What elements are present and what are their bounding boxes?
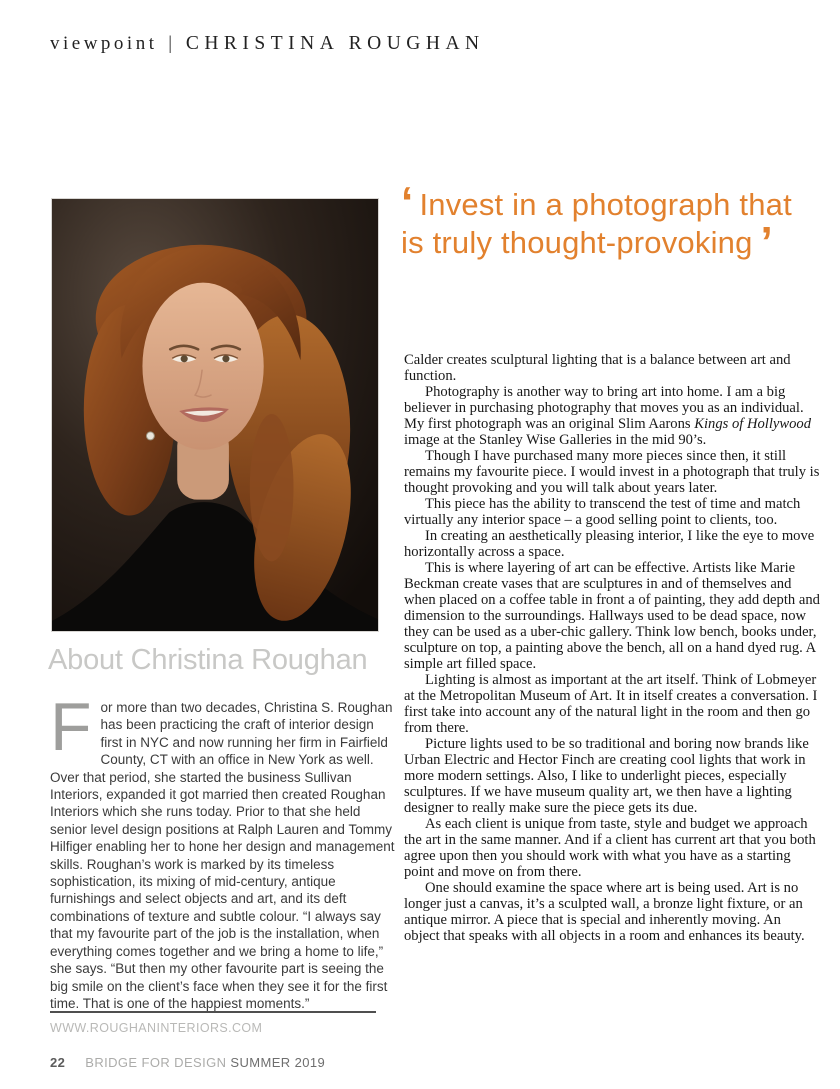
masthead	[50, 33, 485, 55]
open-quote-icon: ‘	[401, 178, 414, 227]
portrait-illustration	[52, 199, 378, 631]
article-paragraph: Lighting is almost as important at the art itself. Think of Lobmeyer at the Metropolitan Museum of Art. It in itself creates a conversation. I first take into account any of the natural light in the room and then go from there.	[404, 672, 818, 736]
about-paragraph	[50, 689, 398, 1012]
masthead-section: viewpoint	[50, 33, 158, 54]
article-paragraph: In creating an aesthetically pleasing interior, I like the eye to move horizontally across a space.	[404, 528, 815, 560]
divider-rule	[50, 1011, 376, 1013]
article-paragraph: Though I have purchased many more pieces since then, it still remains my favourite piece. I would invest in a photograph that truly is thought provoking and you will talk about years later.	[404, 448, 820, 496]
issue-label: SUMMER 2019	[230, 1055, 326, 1070]
earring-detail	[146, 432, 154, 440]
close-quote-icon: ’	[760, 218, 773, 267]
pull-quote-line2: is truly thought-provoking	[401, 225, 753, 260]
page-footer	[50, 1055, 325, 1070]
article-paragraph: One should examine the space where art is being used. Art is no longer just a canvas, it’s a sculpted wall, a bronze light fixture, or an antique mirror. A piece that is special and inherently moving. An object that speaks with all objects in a room and enhances its beauty.	[404, 880, 805, 944]
article-body	[404, 352, 820, 944]
pull-quote-line1: Invest in a photograph that	[419, 187, 792, 222]
article-paragraph: As each client is unique from taste, style and budget we approach the art in the same manner. And if a client has current art that you both agree upon then you should work with what you have as a starting point and move on from there.	[404, 816, 816, 880]
article-paragraph: This piece has the ability to transcend the test of time and match virtually any interior space – a good selling point to clients, too.	[404, 496, 801, 528]
page-number: 22	[50, 1055, 66, 1070]
drop-cap: F	[50, 689, 92, 765]
article-paragraph: Photography is another way to bring art into home. I am a big believer in purchasing photography that moves you as an individual. My first photograph was an original Slim Aarons Kings of Hollywood image at the Stanley Wise Galleries in the mid 90’s.	[404, 384, 811, 448]
pull-quote	[401, 178, 839, 267]
masthead-separator: |	[168, 33, 173, 54]
article-paragraph: Calder creates sculptural lighting that is a balance between art and function.	[404, 352, 791, 384]
masthead-person-name: CHRISTINA ROUGHAN	[185, 33, 485, 54]
about-text	[50, 689, 398, 1012]
about-paragraph-text: or more than two decades, Christina S. Roughan has been practicing the craft of interior design first in NYC and now running her firm in Fairfield County, CT with an office in New York as well. Over that period, she started the business Sullivan Interiors, expanded it got married then created Roughan Interiors which she runs today. Prior to that she held senior level design positions at Ralph Lauren and Tommy Hilfiger enabling her to hone her design and management skills. Roughan’s work is marked by its timeless sophistication, its mixing of mid-century, antique furnishings and select objects and art, and its deft combinations of texture and subtle colour. “I always say that my favourite part of the job is the installation, when everything comes together and we bring a home to life,” she says. “But then my other favourite part is seeing the big smile on the client’s face when they see it for the first time. That is one of the happiest moments.”	[50, 700, 395, 1011]
article-paragraph: Picture lights used to be so traditional and boring now brands like Urban Electric and Hector Finch are creating cool lights that work in more modern settings. Also, I like to underlight pieces, especially sculptures. If we have museum quality art, we then have a lighting designer to really make sure the piece gets its due.	[404, 736, 809, 816]
article-paragraph: This is where layering of art can be effective. Artists like Marie Beckman create vases that are sculptures in and of themselves and when placed on a coffee table in front a of painting, they add depth and dimension to the surroundings. Hallways used to be dead space, now they can be used as a uber-chic gallery. Think low bench, books under, sculpture on top, a painting above the bench, all on a hand dyed rug. A simple art filled space.	[404, 560, 820, 672]
portrait-photo	[51, 198, 379, 632]
about-heading: About Christina Roughan	[48, 644, 368, 676]
magazine-title: BRIDGE FOR DESIGN	[85, 1055, 227, 1070]
website-url: WWW.ROUGHANINTERIORS.COM	[50, 1021, 263, 1035]
